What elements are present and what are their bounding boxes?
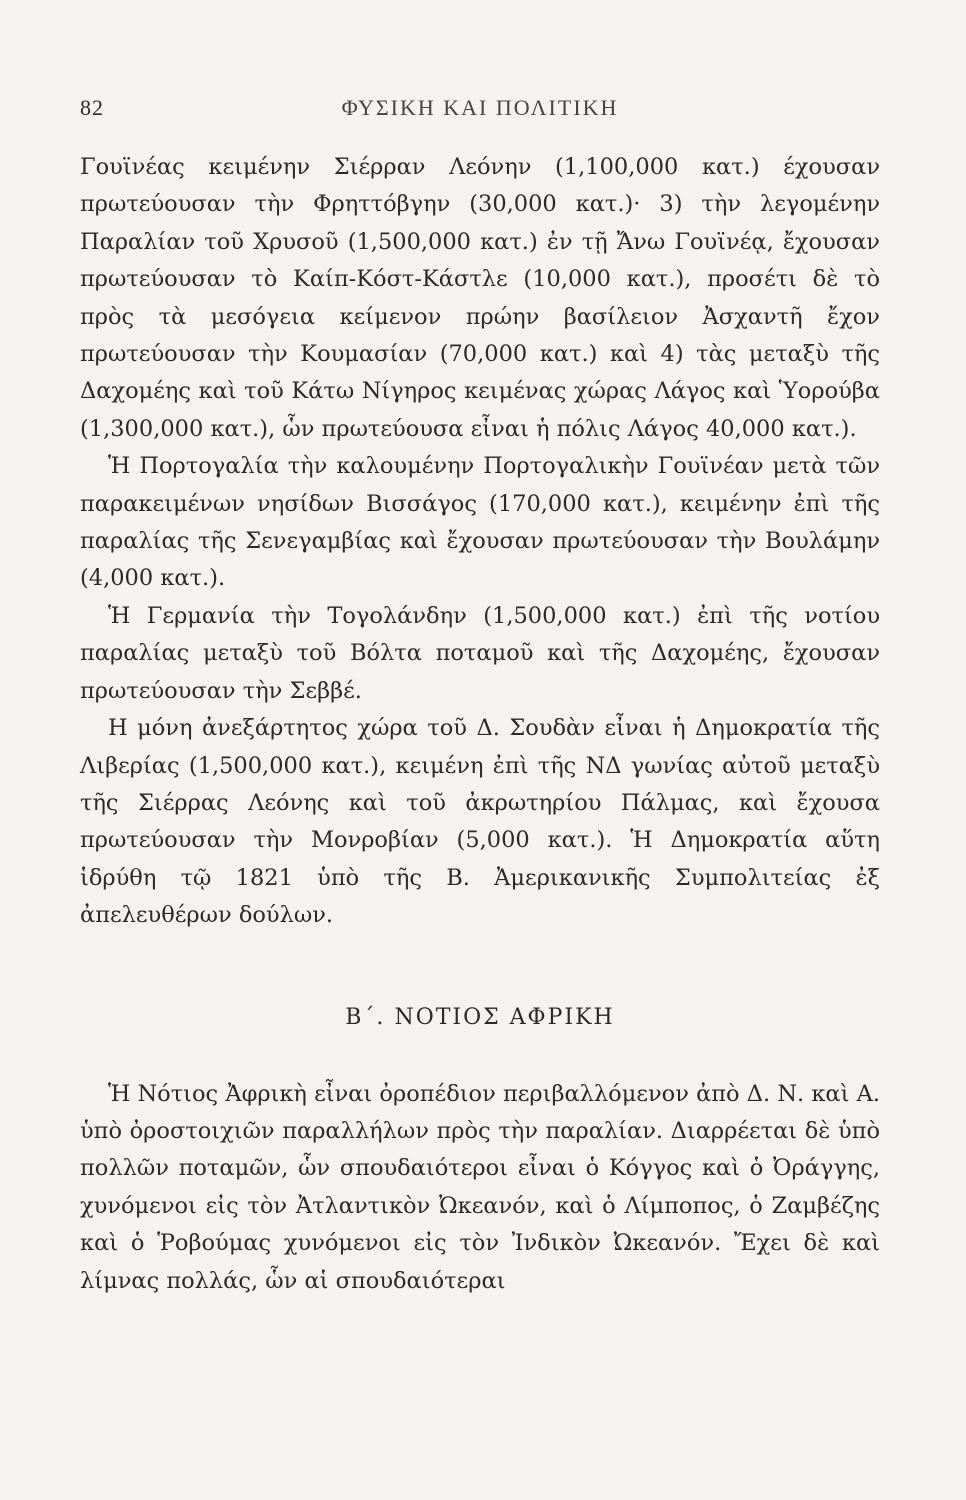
paragraph-liberia: Η μόνη ἀνεξάρτητος χώρα τοῦ Δ. Σουδὰν εἶναι ἡ Δημοκρατία τῆς Λιβερίας (1,500,000 κατ.), κειμένη ἐπὶ τῆς ΝΔ γωνίας αὐτοῦ μεταξὺ τῆς Σιέρρας Λεόνης καὶ τοῦ ἀκρωτηρίου Πάλμας, καὶ ἔχουσα πρωτεύουσαν τὴν Μονροβίαν (5,000 κατ.). Ἡ Δημοκρατία αὕτη ἱδρύθη τῷ 1821 ὑπὸ τῆς Β. Ἀμερικανικῆς Συμπολιτείας ἐξ ἀπελευθέρων δούλων. bbox=[80, 715, 880, 929]
paragraph-portugal: Ἡ Πορτογαλία τὴν καλουμένην Πορτογαλικὴν Γουϊνέαν μετὰ τῶν παρακειμένων νησίδων Βισσάγος (170,000 κατ.), κειμένην ἐπὶ τῆς παραλίας τῆς Σενεγαμβίας καὶ ἔχουσαν πρωτεύουσαν τὴν Βουλάμην (4,000 κατ.). bbox=[80, 453, 880, 592]
paragraph-south-africa: Ἡ Νότιος Ἀφρικὴ εἶναι ὀροπέδιον περιβαλλόμενον ἀπὸ Δ. Ν. καὶ Α. ὑπὸ ὀροστοιχιῶν παραλλήλων πρὸς τὴν παραλίαν. Διαρρέεται δὲ ὑπὸ πολλῶν ποταμῶν, ὧν σπουδαιότεροι εἶναι ὁ Κόγγος καὶ ὁ Ὀράγγης, χυνόμενοι εἰς τὸν Ἀτλαντικὸν Ὠκεανόν, καὶ ὁ Λίμποπος, ὁ Ζαμβέζης καὶ ὁ Ῥοβούμας χυνόμενοι εἰς τὸν Ἰνδικὸν Ὠκεανόν. Ἔχει δὲ καὶ λίμνας πολλάς, ὧν αἱ σπουδαιότεραι bbox=[80, 1080, 880, 1294]
paragraph-colonies-guinea: Γουϊνέας κειμένην Σιέρραν Λεόνην (1,100,000 κατ.) έχουσαν πρωτεύουσαν τὴν Φρηττόβγην (30,000 κατ.)· 3) τὴν λεγομένην Παραλίαν τοῦ Χρυσοῦ (1,500,000 κατ.) ἐν τῇ Ἄνω Γουϊνέᾳ, ἔχουσαν πρωτεύουσαν τὸ Καίπ-Κόστ-Κάστλε (10,000 κατ.), προσέτι δὲ τὸ πρὸς τὰ μεσόγεια κείμενον πρώην βασίλειον Ἀσχαντῆ ἔχον πρωτεύουσαν τὴν Κουμασίαν (70,000 κατ.) καὶ 4) τὰς μεταξὺ τῆς Δαχομέης καὶ τοῦ Κάτω Νίγηρος κειμένας χώρας Λάγος καὶ Ὑορούβα (1,300,000 κατ.), ὧν πρωτεύουσα εἶναι ἡ πόλις Λάγος 40,000 κατ.). bbox=[80, 154, 880, 442]
paragraph-germany: Ἡ Γερμανία τὴν Τογολάνδην (1,500,000 κατ.) ἐπὶ τῆς νοτίου παραλίας μεταξὺ τοῦ Βόλτα ποταμοῦ καὶ τῆς Δαχομέης, ἔχουσαν πρωτεύουσαν τὴν Σεββέ. bbox=[80, 602, 880, 704]
running-title: ΦΥΣΙΚΗ ΚΑΙ ΠΟΛΙΤΙΚΗ bbox=[341, 95, 619, 120]
page-header bbox=[80, 95, 880, 131]
page-number: 82 bbox=[80, 95, 104, 120]
section-numeral: Β΄. bbox=[345, 1004, 386, 1030]
section-heading bbox=[80, 1005, 880, 1030]
book-page bbox=[80, 95, 880, 1300]
section-title: ΝΟΤΙΟΣ ΑΦΡΙΚΗ bbox=[394, 1004, 615, 1030]
page-body bbox=[80, 149, 880, 1300]
